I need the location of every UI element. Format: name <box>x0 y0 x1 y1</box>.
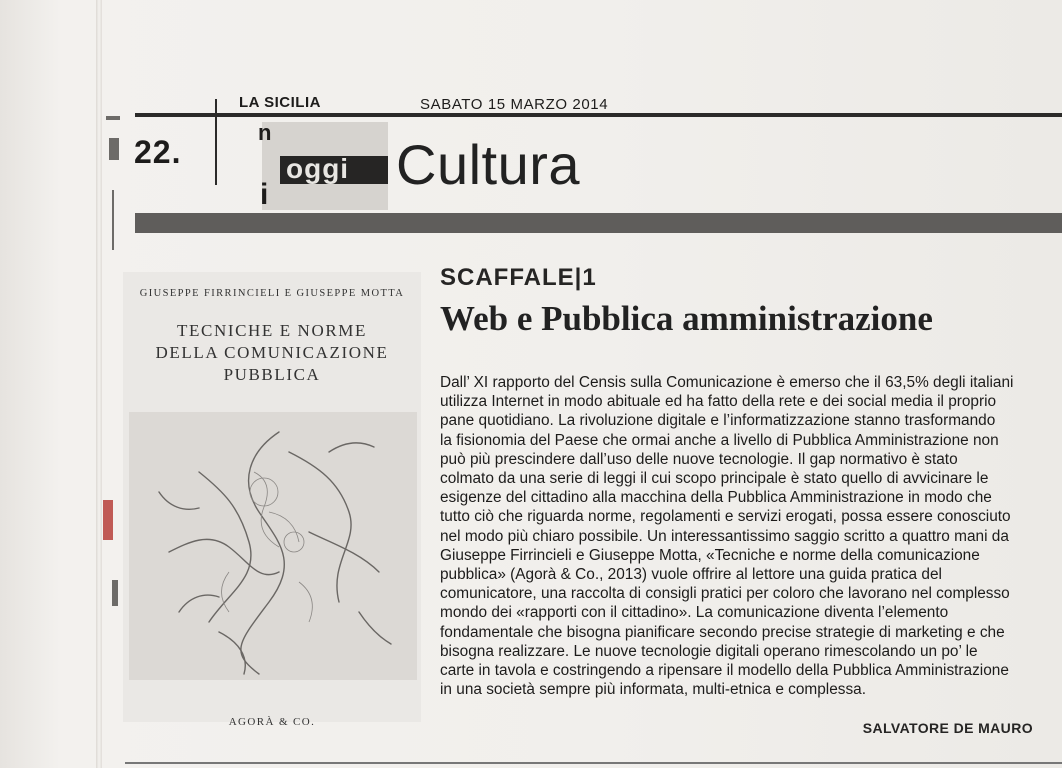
article-kicker: SCAFFALE|1 <box>440 264 597 291</box>
footer-rule <box>125 762 1062 764</box>
section-title: Cultura <box>396 133 581 196</box>
article-line: carte in tavola e costringendo a ripensare il modello della Pubblica Amministrazione <box>440 662 1009 680</box>
book-title <box>123 320 421 386</box>
abstract-illustration-art <box>129 412 417 680</box>
article-line: in una società sempre più informata, multi-etnica e complessa. <box>440 681 867 699</box>
article-line: pane quotidiano. La rivoluzione digitale e l’informatizzazione stanno trasformando <box>440 412 996 430</box>
header-rule <box>135 113 1062 117</box>
article-line: può più prescindere dall’uso delle nuove tecnologie. Il gap normativo è stato <box>440 450 958 468</box>
edge-color-mark <box>103 500 113 540</box>
page-fold <box>96 0 102 768</box>
book-title-line: PUBBLICA <box>223 365 321 384</box>
page-number: 22. <box>134 134 182 170</box>
article-body <box>440 373 1040 699</box>
book-authors: GIUSEPPE FIRRINCIELI E GIUSEPPE MOTTA <box>139 288 405 299</box>
article-line: tutto ciò che riguarda norme, regolamenti e servizi erogati, possa essere conosciuto <box>440 508 1011 526</box>
masthead: LA SICILIA <box>239 94 321 111</box>
book-title-line: DELLA COMUNICAZIONE <box>155 343 389 362</box>
article-line: nel modo più chiaro possibile. Un interessantissimo saggio scritto a quattro mani da <box>440 527 1009 545</box>
edge-mark <box>112 190 114 250</box>
edge-mark <box>106 116 120 120</box>
book-publisher: AGORÀ & CO. <box>228 716 316 728</box>
article-line: bisogna realizzare. Le nuove tecnologie digitali operano rimescolando un po’ le <box>440 642 978 660</box>
section-logo-letter: n <box>258 120 272 145</box>
article-line: utilizza Internet in modo abituale ed ha fatto della rete e dei social media il proprio <box>440 393 997 411</box>
issue-date: SABATO 15 MARZO 2014 <box>420 96 609 113</box>
article-headline: Web e Pubblica amministrazione <box>440 299 933 338</box>
article-line: comunicatore, una raccolta di consigli pratici per coloro che lavorano nel complesso <box>440 585 1010 603</box>
article-line: Dall’ XI rapporto del Censis sulla Comunicazione è emerso che il 63,5% degli italiani <box>440 374 1014 391</box>
article-line: pubblica» (Agorà & Co., 2013) vuole offrire al lettore una guida pratica del <box>440 566 942 584</box>
section-logo-word: oggi <box>286 153 350 184</box>
book-cover <box>123 272 421 728</box>
article-line: colmato da una serie di leggi il cui scopo principale è stato quello di avvicinare le <box>440 470 989 488</box>
article-byline: SALVATORE DE MAURO <box>862 720 1033 736</box>
article-line: fondamentale che bisogna pianificare secondo precise strategie di marketing e che <box>440 623 1005 641</box>
article-line: Giuseppe Firrincieli e Giuseppe Motta, «Tecniche e norme della comunicazione <box>440 546 980 564</box>
book-illustration <box>129 412 417 680</box>
book-title-line: TECNICHE E NORME <box>177 321 367 340</box>
article-line: esigenze del cittadino alla macchina della Pubblica Amministrazione in modo che <box>440 489 992 507</box>
section-logo-letter: i <box>260 178 269 211</box>
article-line: la fisionomia del Paese che ormai anche a livello di Pubblica Amministrazione non <box>440 431 999 449</box>
edge-mark <box>112 580 118 606</box>
section-band <box>135 213 1062 233</box>
article-line: mondo dei «rapporti con il cittadino». La comunicazione diventa l’elemento <box>440 604 949 622</box>
edge-mark <box>109 138 119 160</box>
header-divider <box>215 99 217 185</box>
